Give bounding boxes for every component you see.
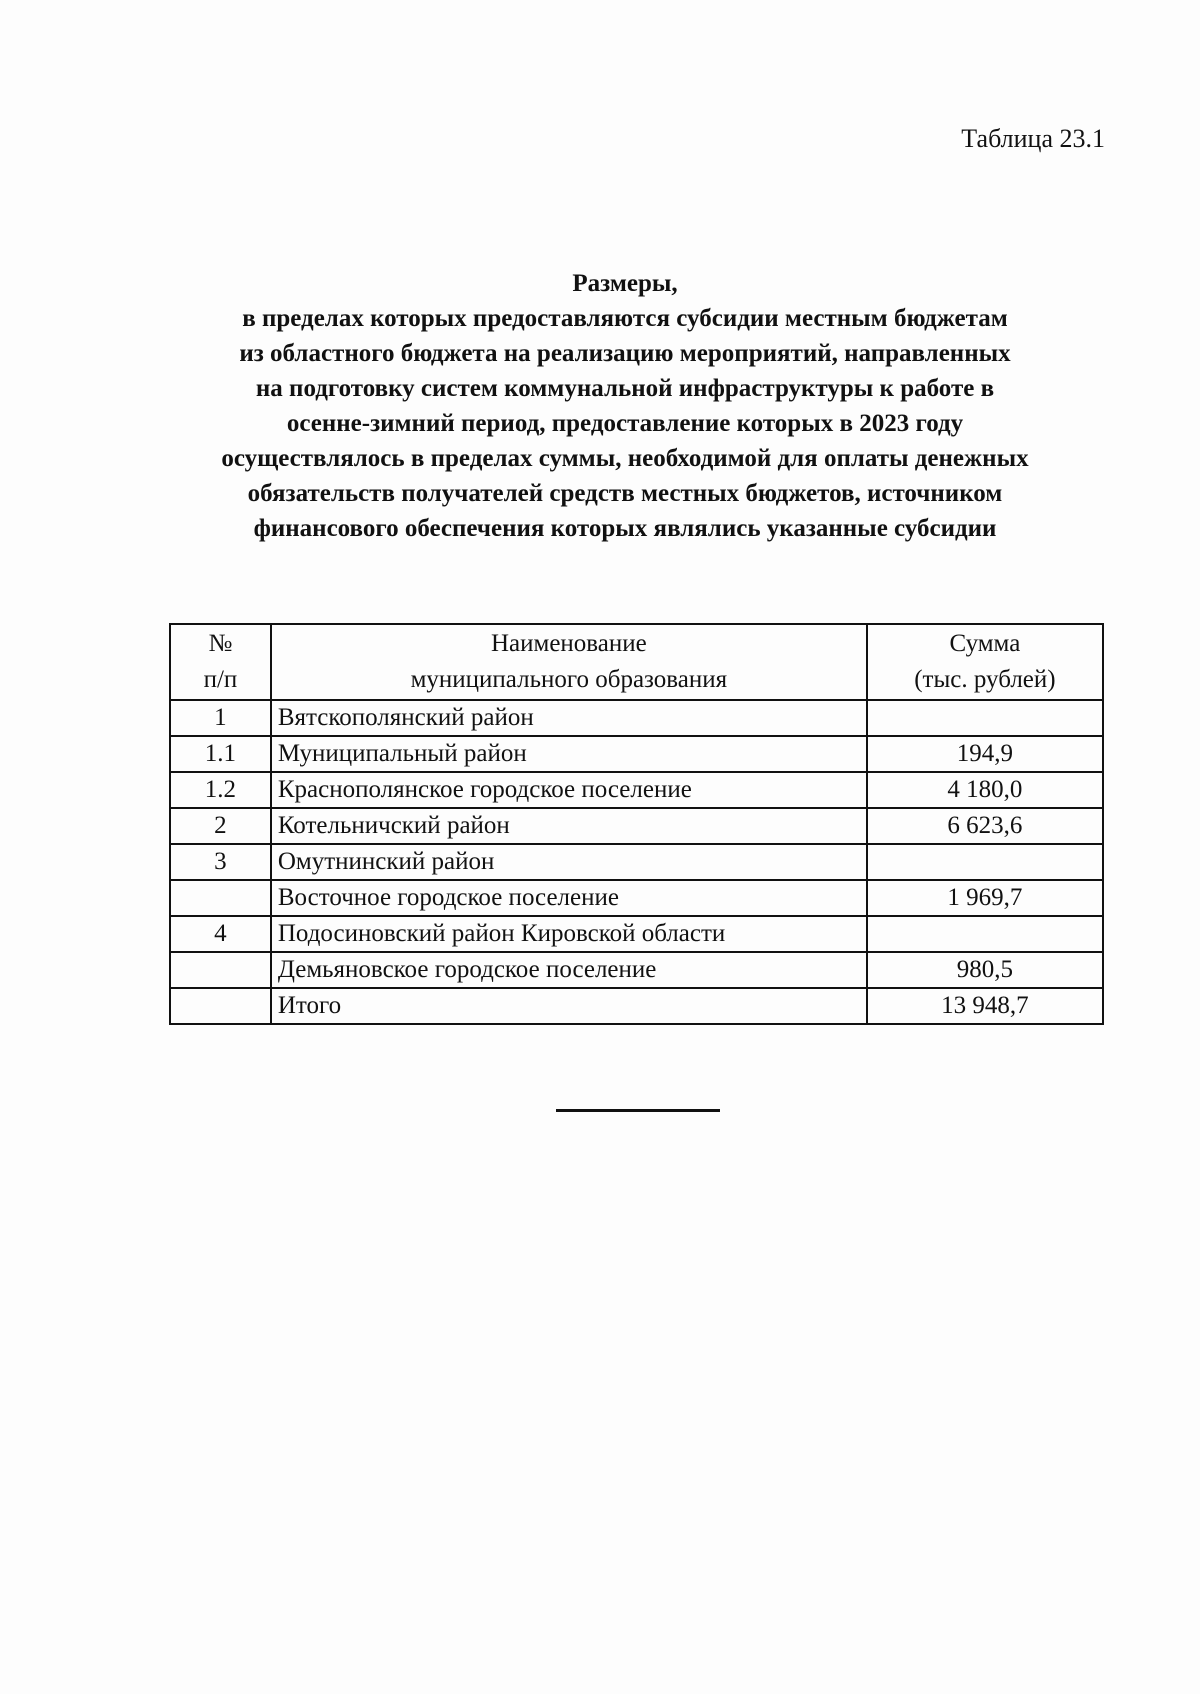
cell-name: Подосиновский район Кировской области	[271, 916, 867, 952]
header-sum	[867, 624, 1103, 700]
header-sum-line: (тыс. рублей)	[914, 666, 1056, 693]
cell-sum: 4 180,0	[867, 772, 1103, 808]
cell-name: Итого	[271, 988, 867, 1024]
cell-number: 2	[170, 808, 271, 844]
title-line: осуществлялось в пределах суммы, необходимой для оплаты денежных	[221, 445, 1029, 472]
cell-name: Восточное городское поселение	[271, 880, 867, 916]
title-line: Размеры,	[572, 270, 678, 297]
cell-number	[170, 880, 271, 916]
document-title	[150, 266, 1100, 546]
header-number-line: №	[208, 630, 233, 657]
title-line: из областного бюджета на реализацию мероприятий, направленных	[239, 340, 1011, 367]
cell-sum: 13 948,7	[867, 988, 1103, 1024]
header-municipality	[271, 624, 867, 700]
header-sum-line: Сумма	[949, 630, 1021, 657]
header-municipality-line: Наименование	[490, 630, 647, 657]
cell-number: 4	[170, 916, 271, 952]
table-row	[170, 808, 1103, 844]
cell-sum: 980,5	[867, 952, 1103, 988]
table-row	[170, 844, 1103, 880]
title-line: финансового обеспечения которых являлись указанные субсидии	[253, 515, 997, 542]
cell-name: Котельничский район	[271, 808, 867, 844]
header-number	[170, 624, 271, 700]
cell-name: Омутнинский район	[271, 844, 867, 880]
cell-sum: 194,9	[867, 736, 1103, 772]
cell-number: 3	[170, 844, 271, 880]
cell-sum: 6 623,6	[867, 808, 1103, 844]
cell-number: 1.1	[170, 736, 271, 772]
title-line: обязательств получателей средств местных бюджетов, источником	[247, 480, 1003, 507]
header-number-line: п/п	[203, 666, 238, 693]
table-header-row	[170, 624, 1103, 700]
cell-name: Вятскополянский район	[271, 700, 867, 736]
title-line: осенне-зимний период, предоставление которых в 2023 году	[286, 410, 964, 437]
cell-number: 1	[170, 700, 271, 736]
cell-name: Краснополянское городское поселение	[271, 772, 867, 808]
cell-number	[170, 952, 271, 988]
table-row	[170, 916, 1103, 952]
cell-number	[170, 988, 271, 1024]
table-row	[170, 772, 1103, 808]
table-reference: Таблица 23.1	[961, 124, 1105, 153]
header-municipality-line: муниципального образования	[410, 666, 728, 693]
cell-number: 1.2	[170, 772, 271, 808]
title-line: на подготовку систем коммунальной инфраструктуры к работе в	[255, 375, 995, 402]
cell-sum	[867, 916, 1103, 952]
cell-sum	[867, 700, 1103, 736]
table-total-row	[170, 988, 1103, 1024]
subsidy-table	[169, 623, 1104, 1025]
table-row	[170, 700, 1103, 736]
cell-sum	[867, 844, 1103, 880]
end-rule-divider	[556, 1109, 720, 1112]
title-line: в пределах которых предоставляются субсидии местным бюджетам	[242, 305, 1008, 332]
cell-name: Муниципальный район	[271, 736, 867, 772]
cell-name: Демьяновское городское поселение	[271, 952, 867, 988]
cell-sum: 1 969,7	[867, 880, 1103, 916]
table-row	[170, 952, 1103, 988]
table-row	[170, 880, 1103, 916]
table-row	[170, 736, 1103, 772]
